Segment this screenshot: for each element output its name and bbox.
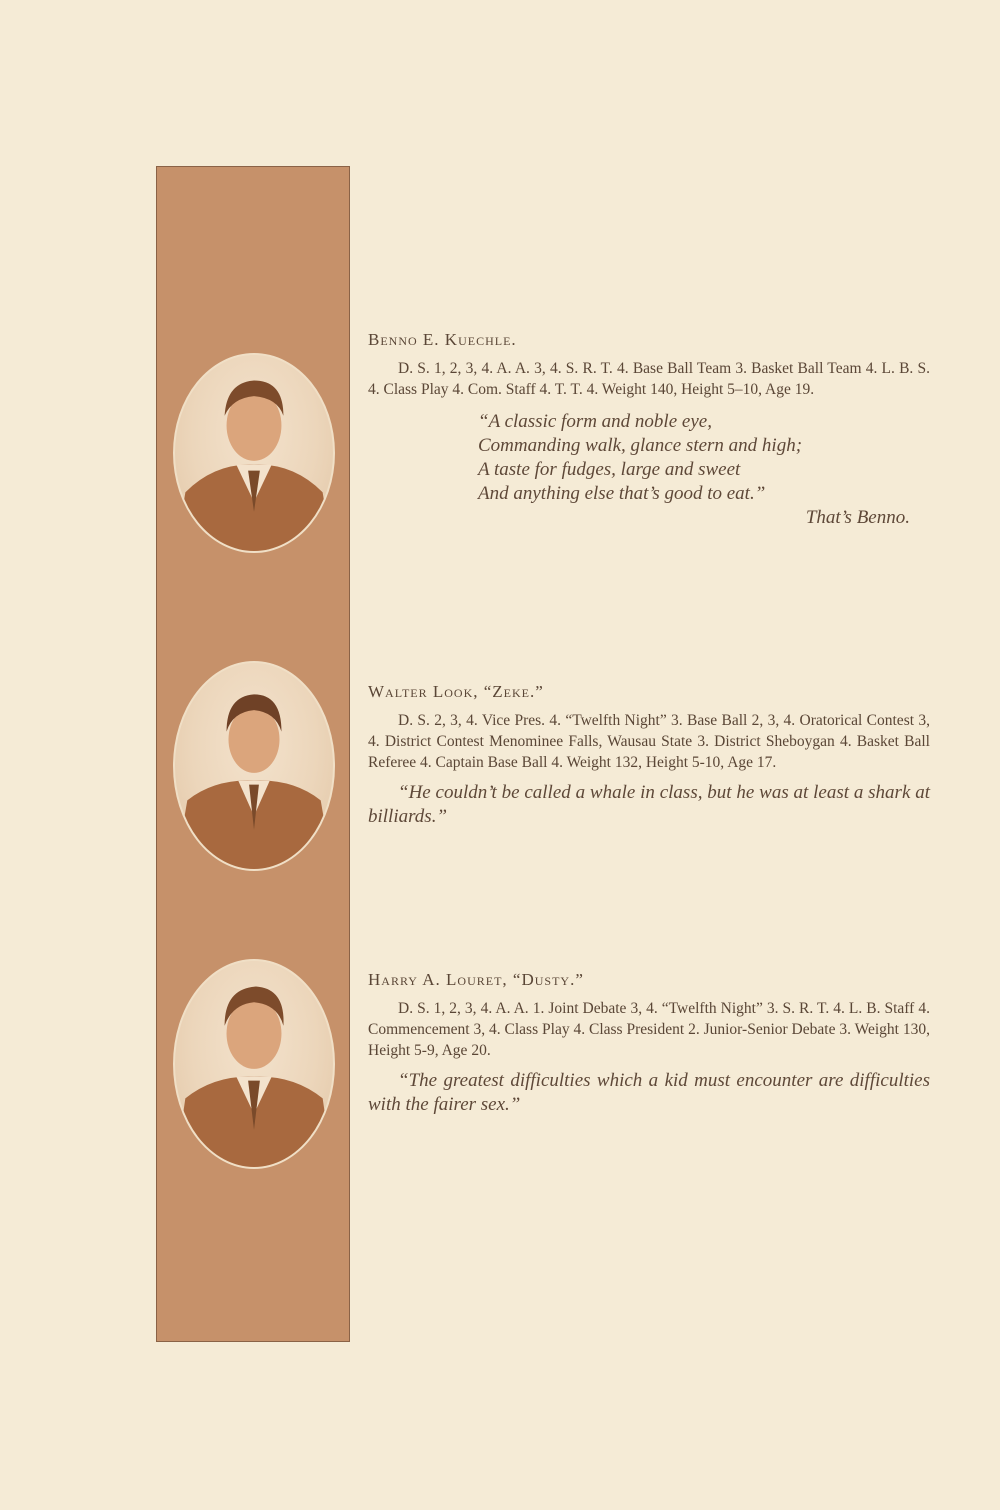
poem-line: And anything else that’s good to eat.” — [478, 483, 766, 504]
entry-details: D. S. 1, 2, 3, 4. A. A. 3, 4. S. R. T. 4. Base Ball Team 3. Basket Ball Team 4. L. B. S. 4. Class Play 4. Com. Staff 4. T. T. 4. Weight 140, Height 5–10, Age 19. — [368, 360, 930, 398]
poem-signature: That’s Benno. — [805, 507, 910, 528]
portrait-benno-image — [175, 355, 333, 551]
portrait-benno — [173, 353, 335, 553]
entry-quote: “He couldn’t be called a whale in class, but he was at least a shark at billiards.” — [368, 782, 930, 827]
portrait-walter — [173, 661, 335, 871]
portrait-walter-image — [175, 663, 333, 869]
entry-name: Harry A. Louret, “Dusty.” — [368, 970, 584, 989]
entry-walter — [368, 682, 930, 829]
poem-line: Commanding walk, glance stern and high; — [478, 435, 803, 456]
entry-benno — [368, 330, 930, 530]
entry-name: Walter Look, “Zeke.” — [368, 682, 544, 701]
entry-harry — [368, 970, 930, 1117]
entry-details: D. S. 1, 2, 3, 4. A. A. 1. Joint Debate 3, 4. “Twelfth Night” 3. S. R. T. 4. L. B. Staff 4. Commencement 3, 4. Class Play 4. Class President 2. Junior-Senior Debate 3. Weight 130, Height 5-9, Age 20. — [368, 1000, 930, 1059]
entry-poem — [478, 410, 930, 530]
poem-line: “A classic form and noble eye, — [478, 411, 712, 432]
poem-line: A taste for fudges, large and sweet — [478, 459, 741, 480]
entry-name: Benno E. Kuechle. — [368, 330, 517, 349]
entry-details: D. S. 2, 3, 4. Vice Pres. 4. “Twelfth Night” 3. Base Ball 2, 3, 4. Oratorical Contest 3, 4. District Contest Menominee Falls, Wausau State 3. District Sheboygan 4. Basket Ball Referee 4. Captain Base Ball 4. Weight 132, Height 5-10, Age 17. — [368, 712, 930, 771]
photo-strip — [156, 166, 350, 1342]
entry-quote: “The greatest difficulties which a kid must encounter are difficulties with the fairer sex.” — [368, 1070, 930, 1115]
portrait-harry-image — [175, 961, 333, 1167]
portrait-harry — [173, 959, 335, 1169]
